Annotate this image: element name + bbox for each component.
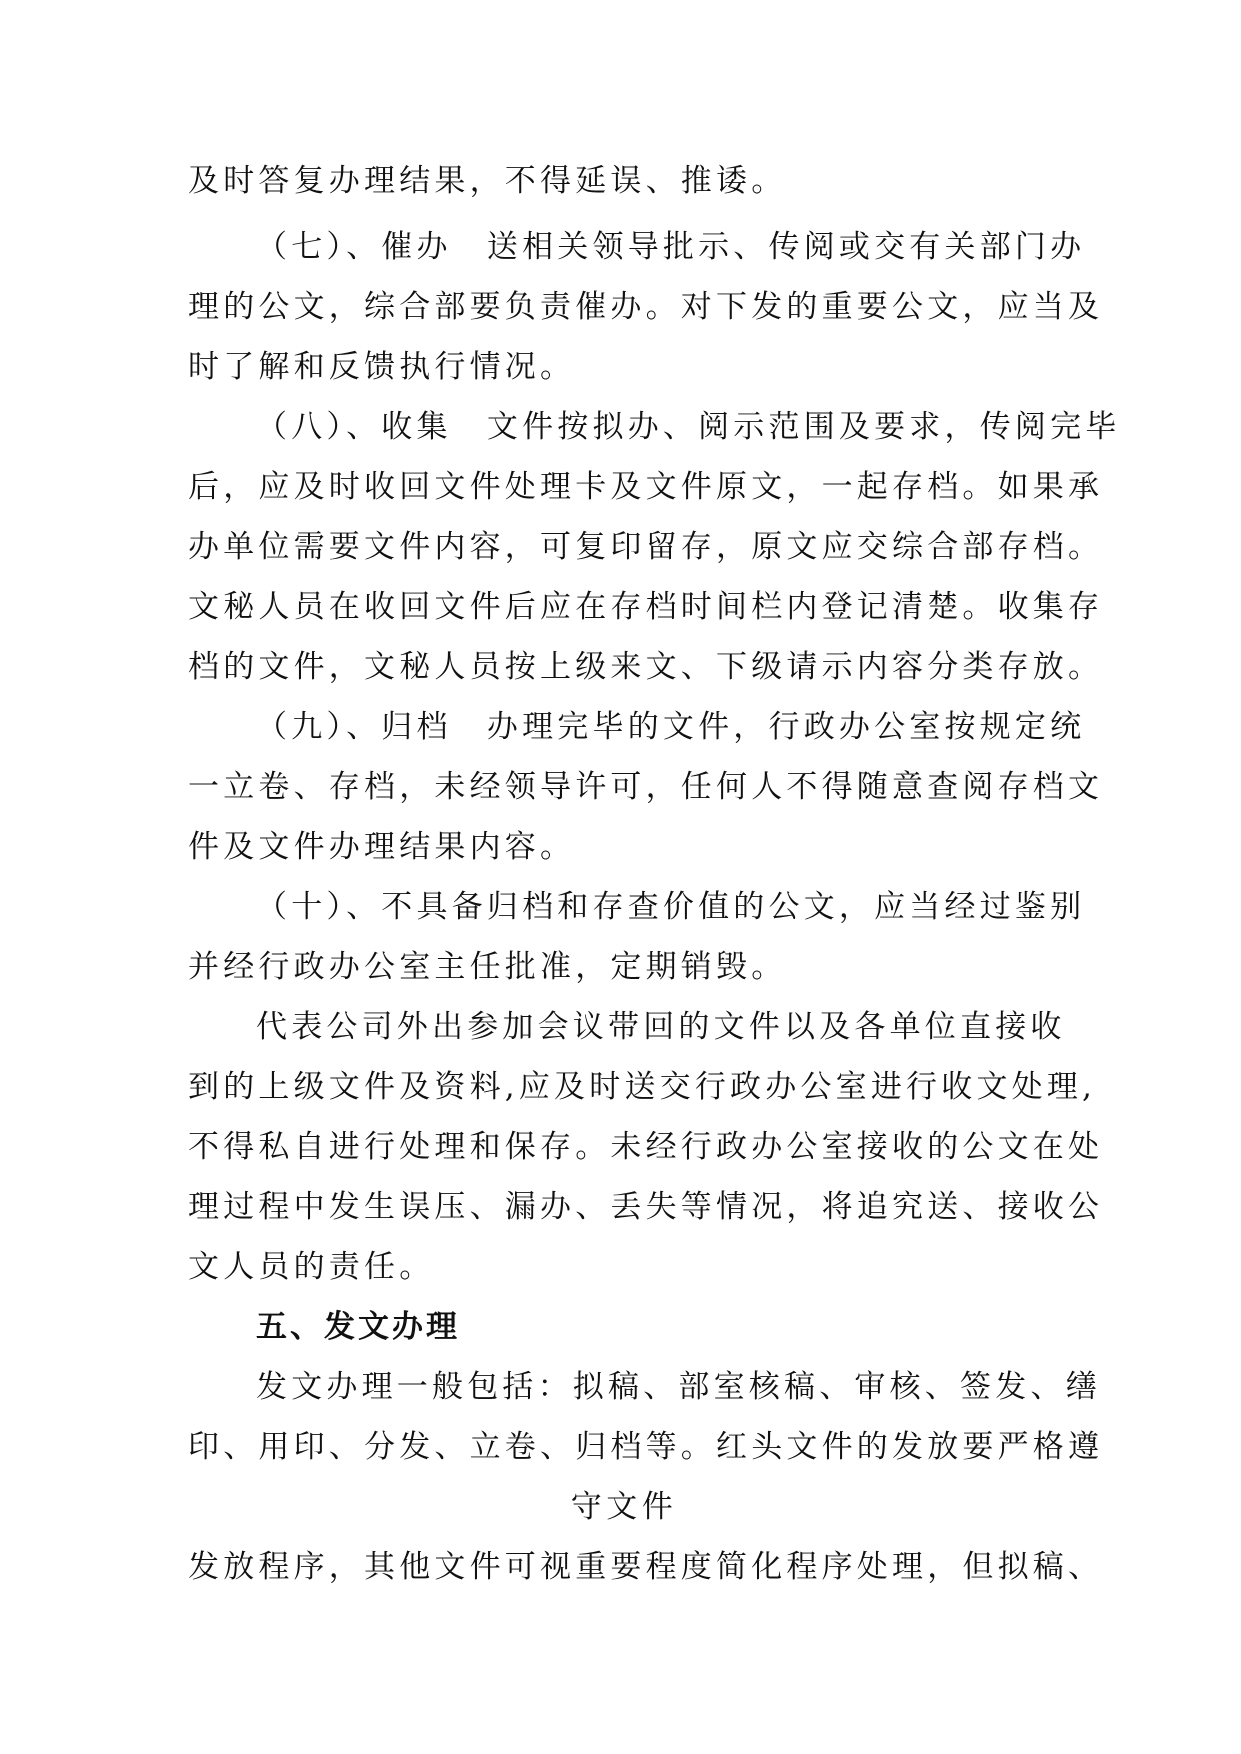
text-line-14: 并经行政办公室主任批准，定期销毁。 [188, 949, 787, 985]
text-line-16: 到的上级文件及资料,应及时送交行政办公室进行收文处理, [188, 1069, 1097, 1105]
text-line-4: 时了解和反馈执行情况。 [188, 349, 576, 385]
text-line-17: 不得私自进行处理和保存。未经行政办公室接收的公文在处 [188, 1129, 1104, 1165]
text-line-7: 办单位需要文件内容，可复印留存，原文应交综合部存档。 [188, 529, 1104, 565]
text-line-18: 理过程中发生误压、漏办、丢失等情况，将追究送、接收公 [188, 1189, 1104, 1225]
text-line-19: 文人员的责任。 [188, 1249, 435, 1285]
text-line-2: （七）、催办 送相关领导批示、传阅或交有关部门办 [256, 229, 1086, 265]
text-line-5: （八）、收集 文件按拟办、阅示范围及要求，传阅完毕 [256, 409, 1121, 445]
text-line-6: 后，应及时收回文件处理卡及文件原文，一起存档。如果承 [188, 469, 1104, 505]
text-line-22: 印、用印、分发、立卷、归档等。红头文件的发放要严格遵 [188, 1429, 1104, 1465]
text-line-1: 及时答复办理结果，不得延误、推诿。 [188, 163, 787, 199]
text-line-15: 代表公司外出参加会议带回的文件以及各单位直接收 [256, 1009, 1066, 1045]
text-line-24: 发放程序，其他文件可视重要程度简化程序处理，但拟稿、 [188, 1549, 1104, 1585]
text-line-3: 理的公文，综合部要负责催办。对下发的重要公文，应当及 [188, 289, 1104, 325]
text-line-8: 文秘人员在收回文件后应在存档时间栏内登记清楚。收集存 [188, 589, 1104, 625]
text-line-21: 发文办理一般包括：拟稿、部室核稿、审核、签发、缮 [256, 1369, 1101, 1405]
text-line-12: 件及文件办理结果内容。 [188, 829, 576, 865]
text-line-11: 一立卷、存档，未经领导许可，任何人不得随意查阅存档文 [188, 769, 1104, 805]
text-line-9: 档的文件，文秘人员按上级来文、下级请示内容分类存放。 [188, 649, 1104, 685]
text-line-23: 守文件 [570, 1489, 678, 1525]
section-heading: 五、发文办理 [256, 1309, 460, 1345]
text-line-10: （九）、归档 办理完毕的文件，行政办公室按规定统 [256, 709, 1086, 745]
text-line-13: （十）、不具备归档和存查价值的公文，应当经过鉴别 [256, 889, 1086, 925]
